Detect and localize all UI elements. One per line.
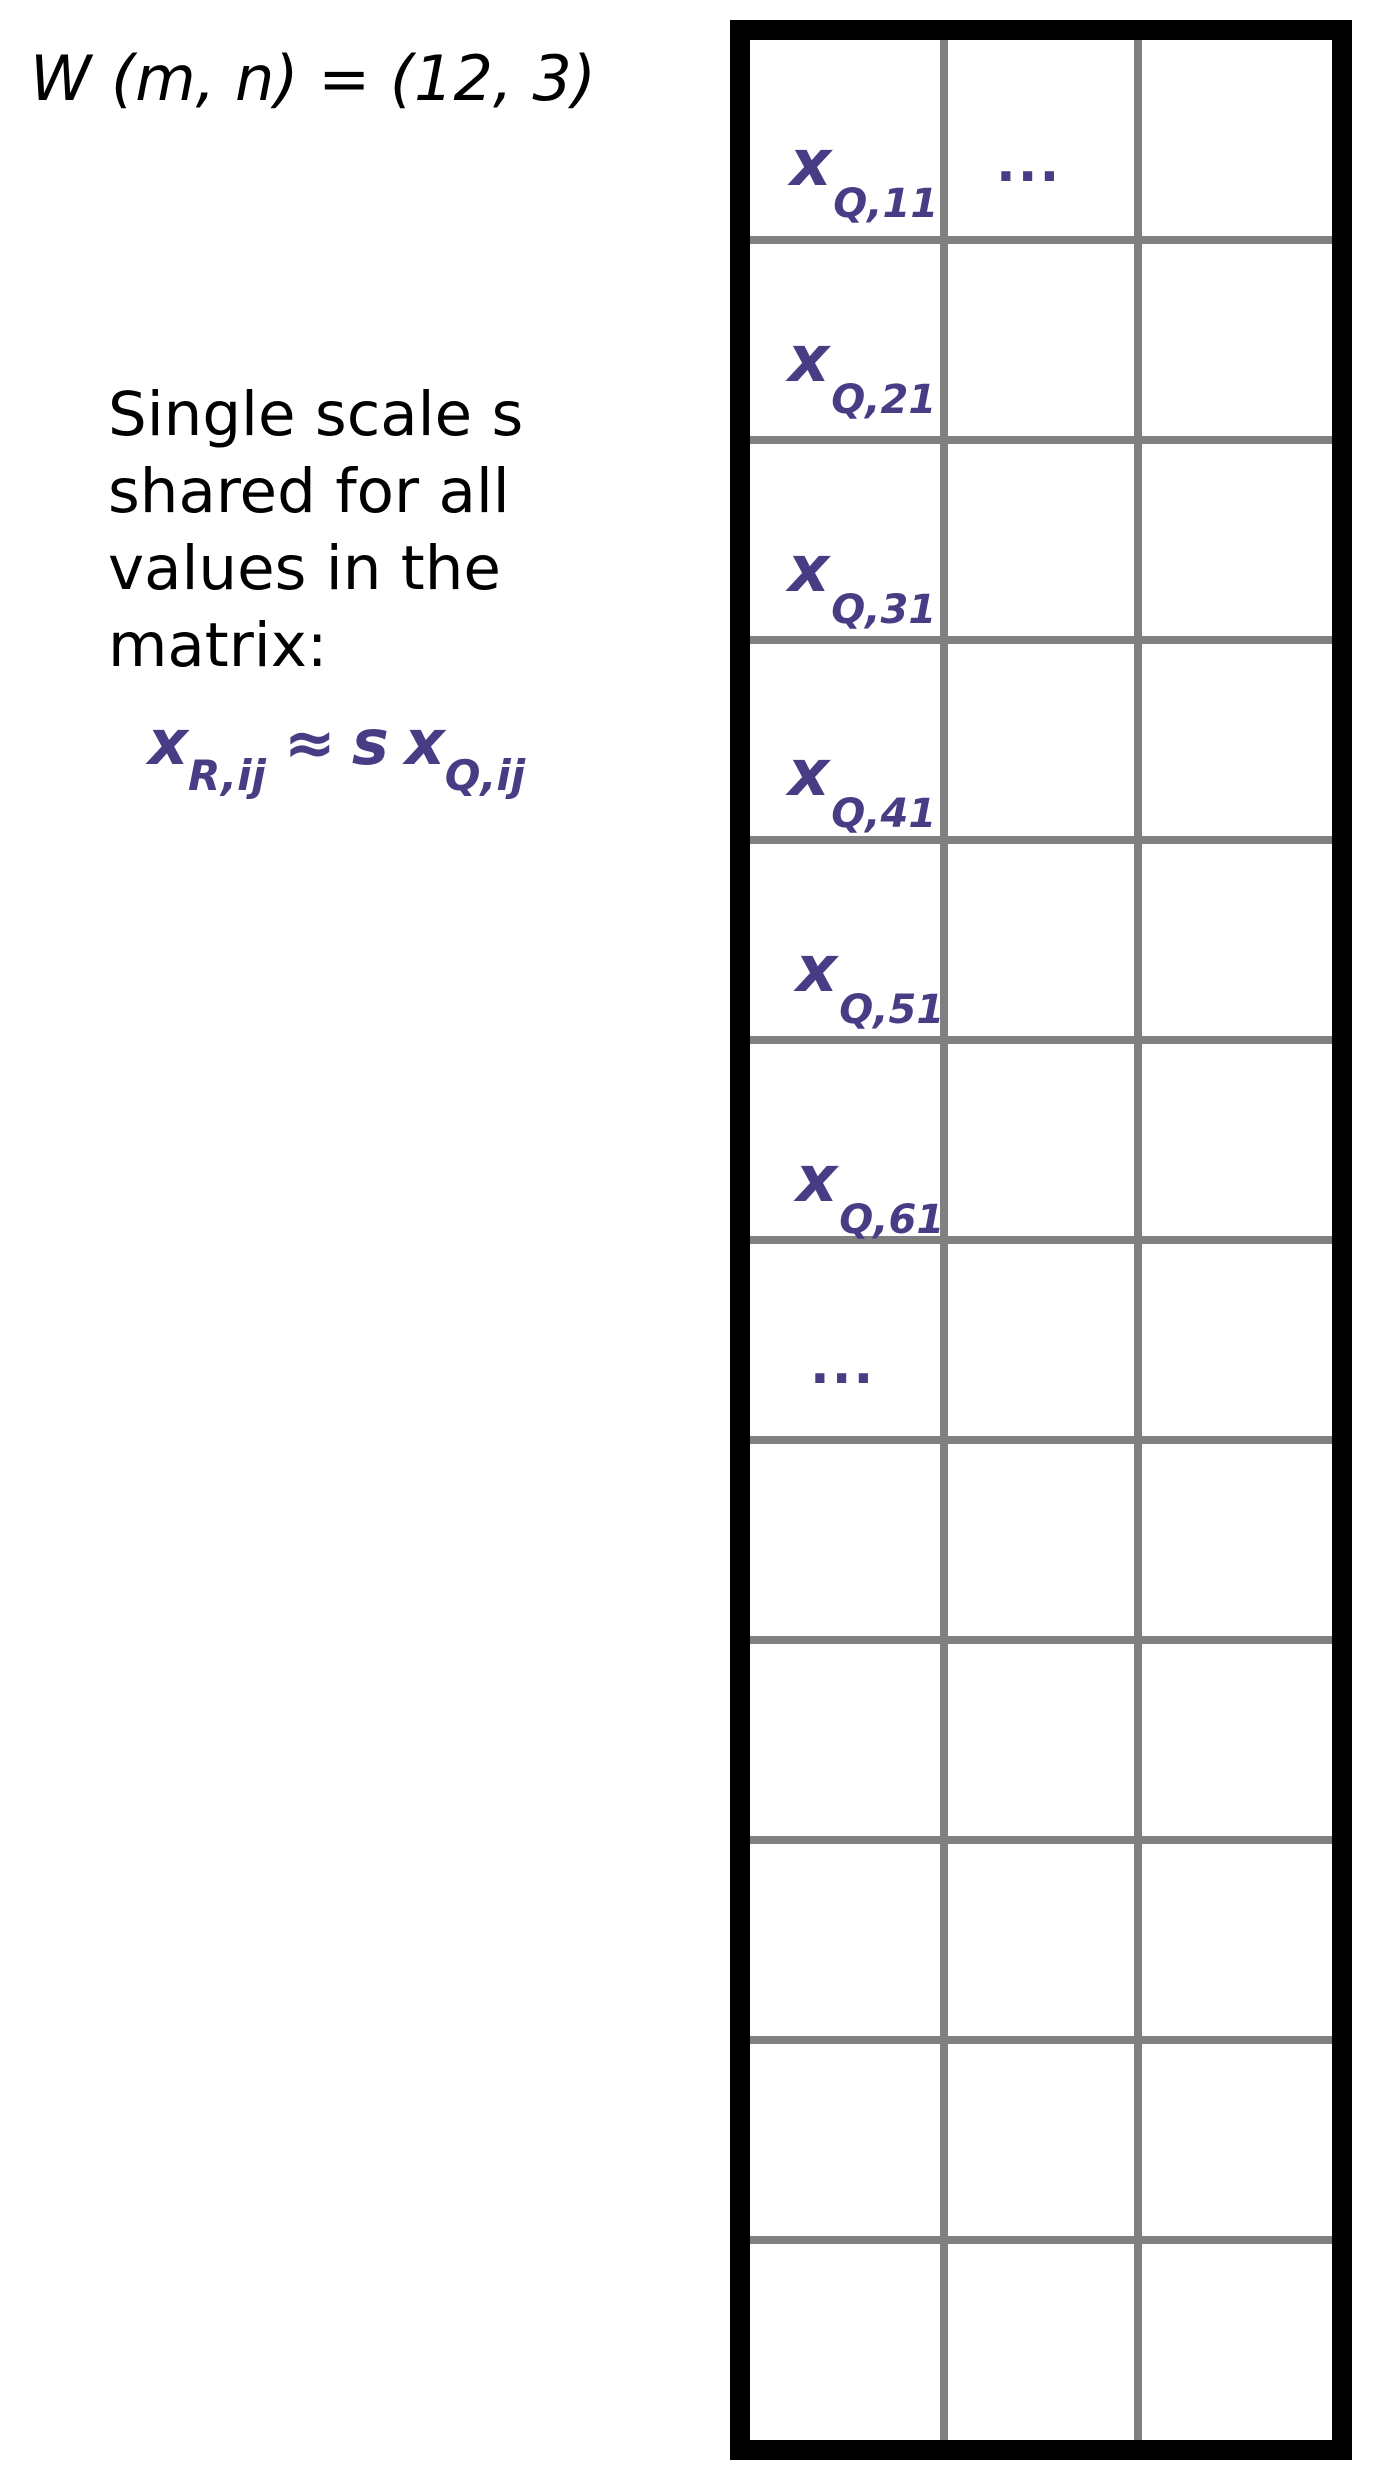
formula-rhs-var: x xyxy=(404,706,445,779)
matrix-cell-61: xQ,61 xyxy=(796,1143,945,1243)
description-line: Single scale s xyxy=(108,379,524,450)
matrix-cell-31: xQ,31 xyxy=(788,533,937,633)
row-ellipsis: ... xyxy=(810,1336,876,1396)
matrix-row-divider xyxy=(750,1236,1332,1244)
description-line: values in the xyxy=(108,533,501,604)
matrix-cell-21: xQ,21 xyxy=(788,323,937,423)
matrix-row-divider xyxy=(750,2236,1332,2244)
description-line: matrix: xyxy=(108,610,328,681)
matrix-row-divider xyxy=(750,1636,1332,1644)
formula-rhs-subscript: Q,ij xyxy=(444,751,526,800)
matrix-row-divider xyxy=(750,1836,1332,1844)
weight-matrix xyxy=(730,20,1352,2460)
formula-lhs-subscript: R,ij xyxy=(188,751,266,800)
matrix-cell-51: xQ,51 xyxy=(796,933,945,1033)
matrix-row-divider xyxy=(750,2036,1332,2044)
matrix-cell-41: xQ,41 xyxy=(788,737,937,837)
formula-lhs-var: x xyxy=(148,706,188,779)
matrix-row-divider xyxy=(750,236,1332,244)
matrix-row-divider xyxy=(750,1036,1332,1044)
matrix-row-divider xyxy=(750,436,1332,444)
matrix-dimension-label: W (m, n) = (12, 3) xyxy=(30,42,596,115)
matrix-row-divider xyxy=(750,836,1332,844)
matrix-cell-11: xQ,11 xyxy=(790,127,939,227)
matrix-row-divider xyxy=(750,1436,1332,1444)
column-ellipsis: ... xyxy=(996,134,1062,194)
formula-scale: s xyxy=(351,706,389,779)
matrix-row-divider xyxy=(750,636,1332,644)
description-line: shared for all xyxy=(108,456,510,527)
quantization-formula xyxy=(148,706,526,800)
approx-symbol: ≈ xyxy=(283,706,336,779)
scale-description xyxy=(108,376,523,684)
